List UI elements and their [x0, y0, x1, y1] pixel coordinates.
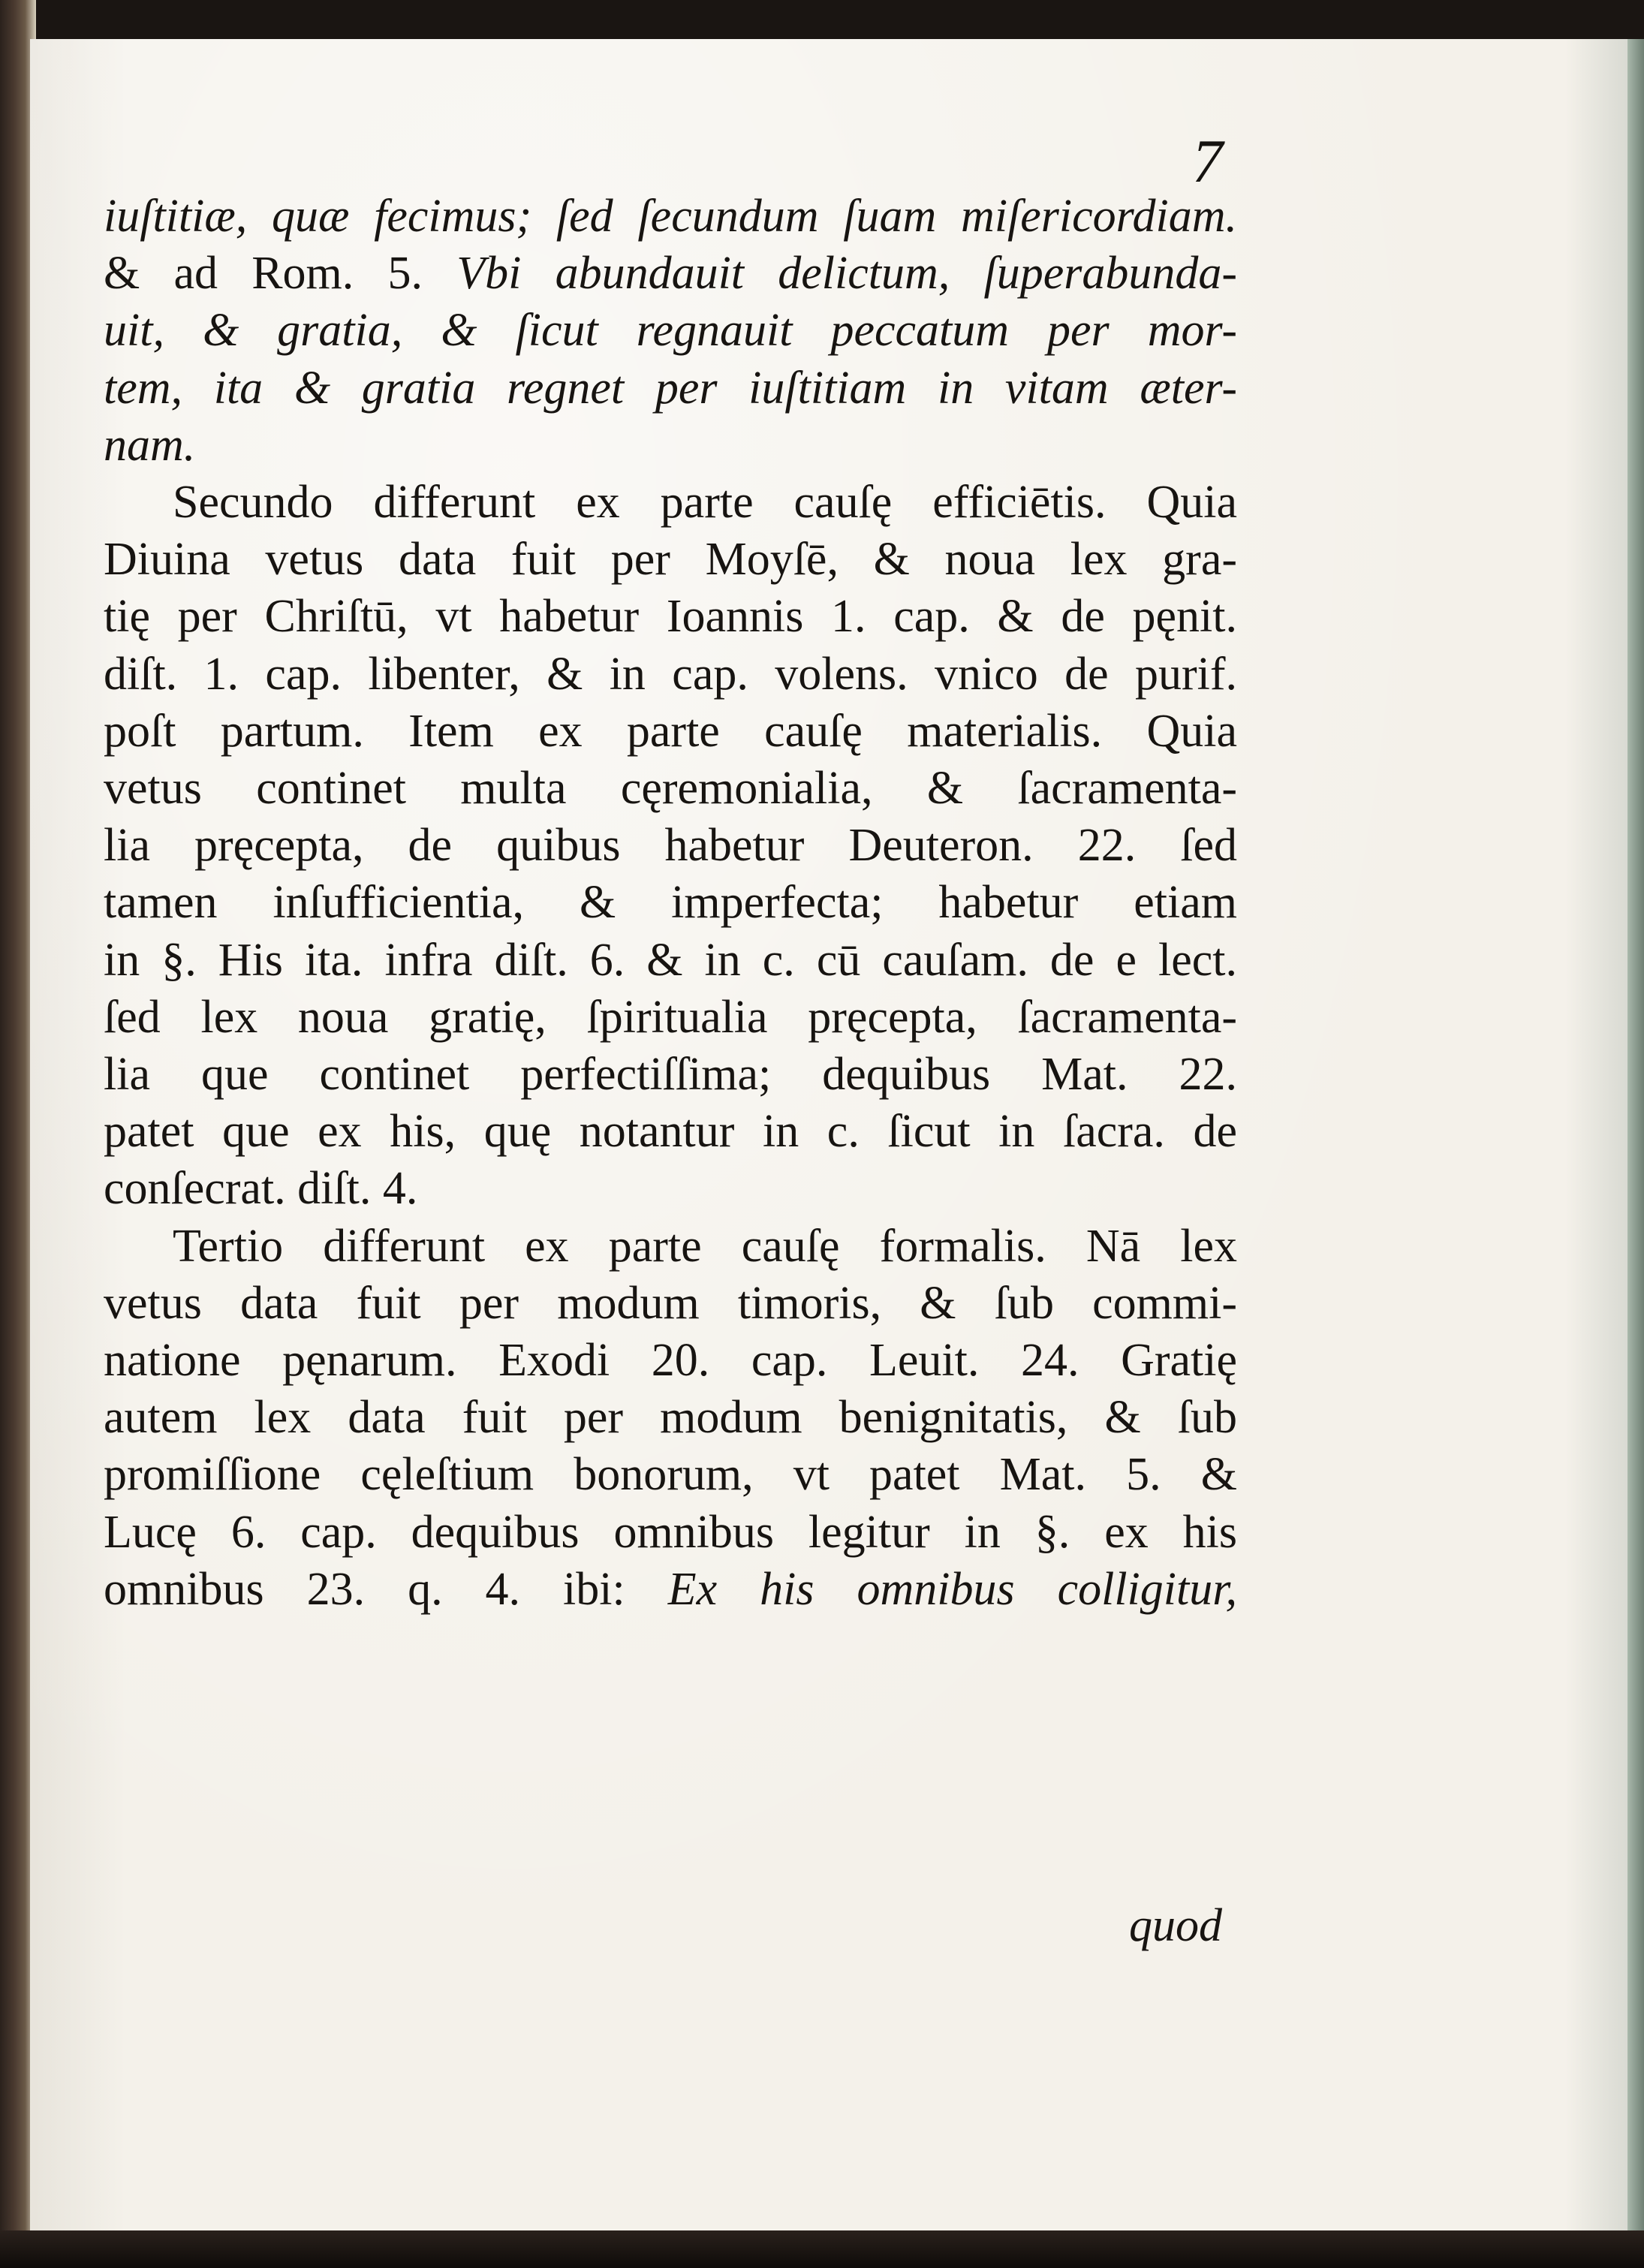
text-line — [104, 1103, 1237, 1160]
text-line — [104, 1046, 1237, 1103]
text-line — [104, 417, 1237, 474]
italic-text: tem, ita & gratia regnet per iuſtitiam in vitam æter- — [104, 362, 1237, 414]
roman-text: natione pęnarum. Exodi 20. cap. Leuit. 24. Gratię — [104, 1335, 1237, 1387]
text-line — [104, 1561, 1237, 1618]
roman-text: lia pręcepta, de quibus habetur Deuteron. 22. ſed — [104, 820, 1237, 872]
text-line — [104, 1389, 1237, 1446]
roman-text: conſecrat. diſt. 4. — [104, 1163, 418, 1215]
roman-text: in §. His ita. infra diſt. 6. & in c. cū cauſam. de e lect. — [104, 934, 1237, 986]
italic-text: Vbi abundauit delictum, ſuperabunda- — [456, 248, 1237, 300]
roman-text: Tertio differunt ex parte cauſę formalis. Nā lex — [173, 1220, 1237, 1272]
page-number: 7 — [1192, 127, 1223, 195]
text-line — [104, 474, 1237, 531]
roman-text: autem lex data fuit per modum benignitatis, & ſub — [104, 1392, 1237, 1444]
text-line — [104, 932, 1237, 989]
roman-text: & ad Rom. 5. — [104, 248, 457, 300]
text-line — [104, 817, 1237, 874]
text-line — [104, 760, 1237, 817]
roman-text: poſt partum. Item ex parte cauſę materialis. Quia — [104, 705, 1237, 757]
text-line — [104, 874, 1237, 931]
roman-text: diſt. 1. cap. libenter, & in cap. volens. vnico de purif. — [104, 648, 1237, 700]
text-line — [104, 1160, 1237, 1217]
roman-text: Diuina vetus data fuit per Moyſē, & noua lex gra- — [104, 534, 1237, 586]
italic-text: Ex his omnibus colligitur, — [667, 1563, 1237, 1615]
text-line — [104, 989, 1237, 1046]
roman-text: ſed lex noua gratię, ſpiritualia pręcepta, ſacramenta- — [104, 991, 1237, 1043]
body-text — [104, 188, 1237, 1618]
text-line — [104, 360, 1237, 417]
italic-text: iuſtitiæ, quæ fecimus; ſed ſecundum ſuam miſericordiam. — [104, 191, 1237, 242]
text-line — [104, 302, 1237, 359]
roman-text: Lucę 6. cap. dequibus omnibus legitur in §. ex his — [104, 1506, 1237, 1558]
roman-text: patet que ex his, quę notantur in c. ſicut in ſacra. de — [104, 1106, 1237, 1158]
italic-text: nam. — [104, 419, 196, 471]
text-line — [104, 531, 1237, 588]
roman-text: Secundo differunt ex parte cauſę efficiētis. Quia — [173, 477, 1237, 529]
catchword: quod — [1129, 1900, 1222, 1951]
text-line — [104, 1504, 1237, 1561]
text-line — [104, 1218, 1237, 1275]
page-edge-right — [1627, 39, 1644, 2231]
roman-text: lia que continet perfectiſſima; dequibus Mat. 22. — [104, 1049, 1237, 1101]
text-line — [104, 1275, 1237, 1332]
roman-text: omnibus 23. q. 4. ibi: — [104, 1563, 668, 1615]
roman-text: tamen inſufficientia, & imperfecta; habetur etiam — [104, 877, 1237, 929]
text-line — [104, 703, 1237, 760]
roman-text: vetus data fuit per modum timoris, & ſub commi- — [104, 1277, 1237, 1329]
italic-text: uit, & gratia, & ſicut regnauit peccatum per mor- — [104, 305, 1237, 357]
text-line — [104, 188, 1237, 245]
roman-text: promiſſione cęleſtium bonorum, vt patet Mat. 5. & — [104, 1449, 1237, 1501]
roman-text: tię per Chriſtū, vt habetur Ioannis 1. cap. & de pęnit. — [104, 591, 1237, 643]
text-line — [104, 1332, 1237, 1389]
text-line — [104, 1446, 1237, 1503]
text-line — [104, 588, 1237, 645]
text-line — [104, 245, 1237, 302]
roman-text: vetus continet multa cęremonialia, & ſacramenta- — [104, 763, 1237, 815]
book-bottom-edge — [0, 2230, 1644, 2268]
text-line — [104, 646, 1237, 703]
